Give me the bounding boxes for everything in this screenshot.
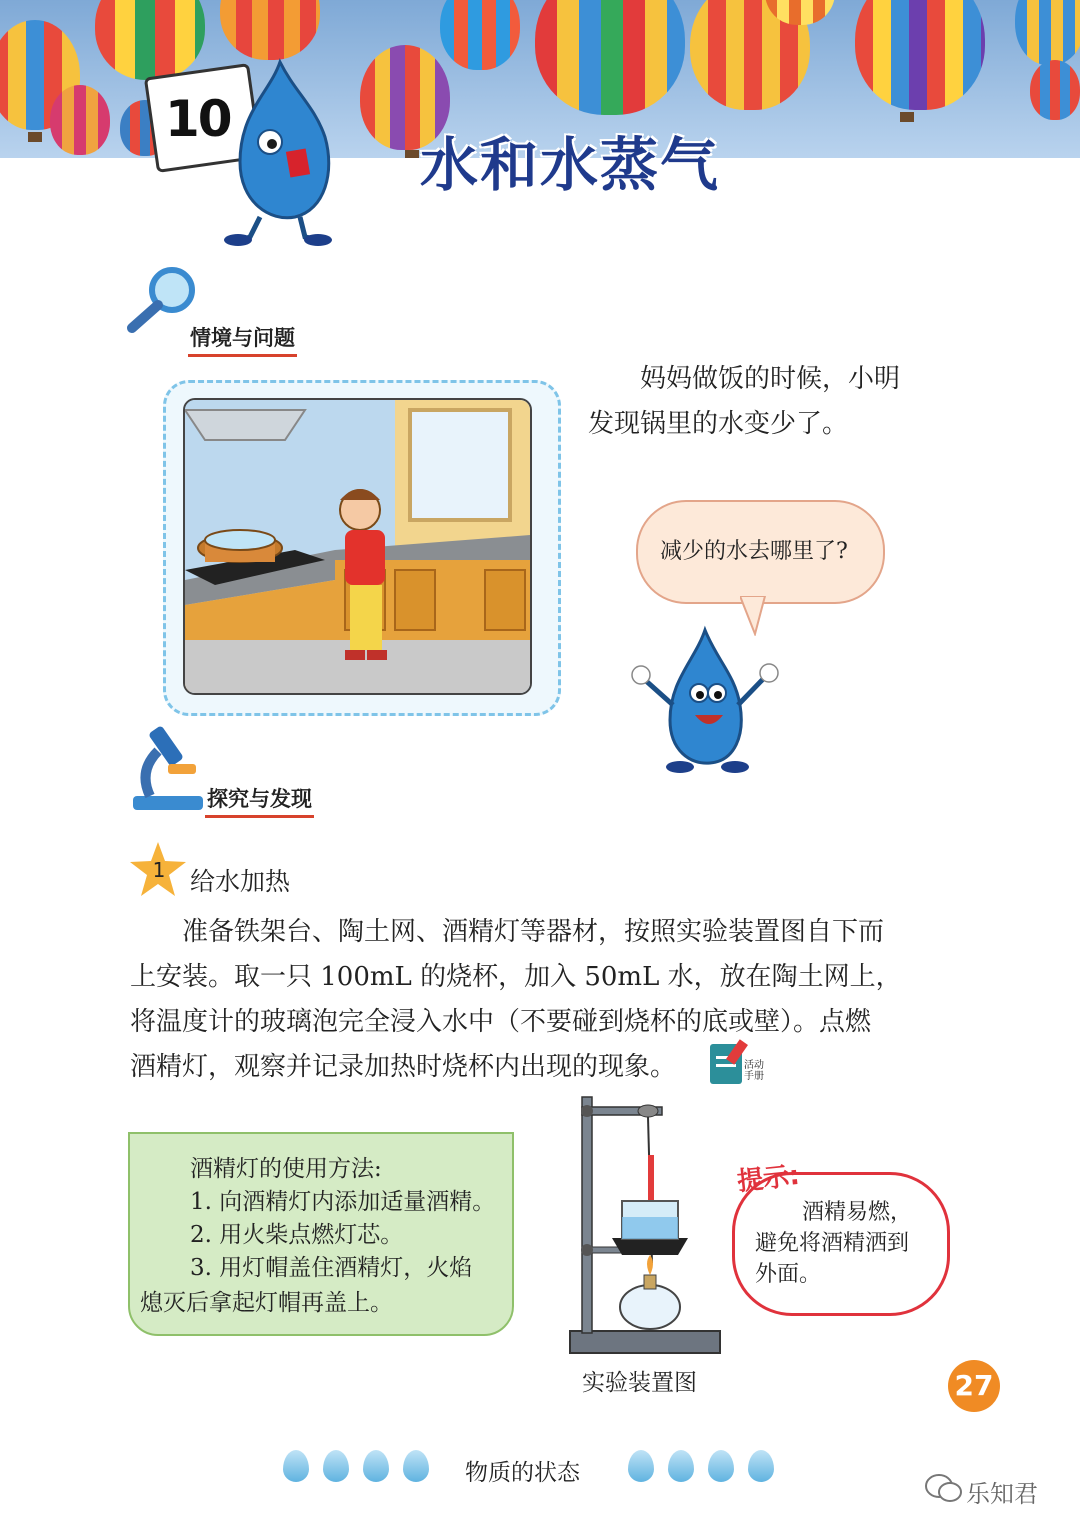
balloon-illustration: [95, 0, 205, 80]
section-label-situation: 情境与问题: [188, 322, 297, 357]
activity-handbook-icon: [710, 1040, 768, 1086]
water-drop-mascot-illustration: [625, 625, 785, 775]
balloon-illustration: [535, 0, 685, 115]
intro-line-2: 发现锅里的水变少了。: [588, 409, 849, 439]
balloon-illustration: [50, 85, 110, 155]
balloon-illustration: [855, 0, 985, 110]
tips-title: 酒精灯的使用方法:: [190, 1156, 382, 1182]
activity-text-line-3: 将温度计的玻璃泡完全浸入水中（不要碰到烧杯的底或壁）。点燃: [130, 1007, 872, 1037]
watermark-text: 乐知君: [966, 1480, 1038, 1508]
section-label-explore: 探究与发现: [205, 783, 314, 818]
hint-line-1: 酒精易燃，: [802, 1200, 913, 1225]
tips-item-1: 1. 向酒精灯内添加适量酒精。: [190, 1189, 496, 1215]
experiment-apparatus-diagram: [560, 1095, 730, 1363]
hint-label: 提示:: [735, 1160, 802, 1198]
balloon-illustration: [220, 0, 320, 60]
balloon-illustration: [1015, 0, 1080, 65]
hint-line-3: 外面。: [755, 1262, 822, 1287]
water-drop-mascot-illustration: [200, 52, 340, 252]
water-drop-icon: [628, 1450, 654, 1482]
tips-item-2: 2. 用火柴点燃灯芯。: [190, 1222, 404, 1248]
water-drop-icon: [748, 1450, 774, 1482]
balloon-illustration: [1030, 60, 1080, 120]
lesson-title: 水和水蒸气: [420, 131, 721, 199]
activity-text-line-1: 准备铁架台、陶土网、酒精灯等器材，按照实验装置图自下而: [182, 917, 885, 947]
activity-text-line-2: 上安装。取一只 100mL 的烧杯，加入 50mL 水，放在陶土网上，: [130, 962, 902, 992]
water-drop-icon: [668, 1450, 694, 1482]
water-drop-icon: [403, 1450, 429, 1482]
figure-caption: 实验装置图: [582, 1370, 697, 1396]
water-drop-icon: [363, 1450, 389, 1482]
water-drop-icon: [708, 1450, 734, 1482]
page-number: 27: [948, 1360, 1000, 1412]
water-drop-icon: [283, 1450, 309, 1482]
microscope-icon: [128, 716, 208, 816]
balloon-illustration: [440, 0, 520, 70]
water-drop-icon: [323, 1450, 349, 1482]
activity-number: 1: [152, 858, 166, 882]
activity-title: 给水加热: [190, 867, 291, 896]
intro-line-1: 妈妈做饭的时候，小明: [640, 364, 901, 394]
hint-line-2: 避免将酒精洒到: [755, 1231, 910, 1256]
footer-unit-title: 物质的状态: [465, 1460, 580, 1486]
handbook-label-bottom: 手册: [744, 1071, 764, 1082]
kitchen-scene-illustration: [183, 398, 532, 695]
lesson-number: 10: [165, 90, 231, 148]
handbook-label-top: 活动: [744, 1060, 764, 1071]
tips-item-3-continued: 熄灭后拿起灯帽再盖上。: [140, 1290, 393, 1316]
thought-bubble-text: 减少的水去哪里了?: [660, 539, 848, 564]
wechat-icon: [924, 1472, 964, 1504]
activity-text-line-4: 酒精灯，观察并记录加热时烧杯内出现的现象。: [130, 1052, 677, 1082]
tips-item-3: 3. 用灯帽盖住酒精灯，火焰: [190, 1255, 473, 1281]
